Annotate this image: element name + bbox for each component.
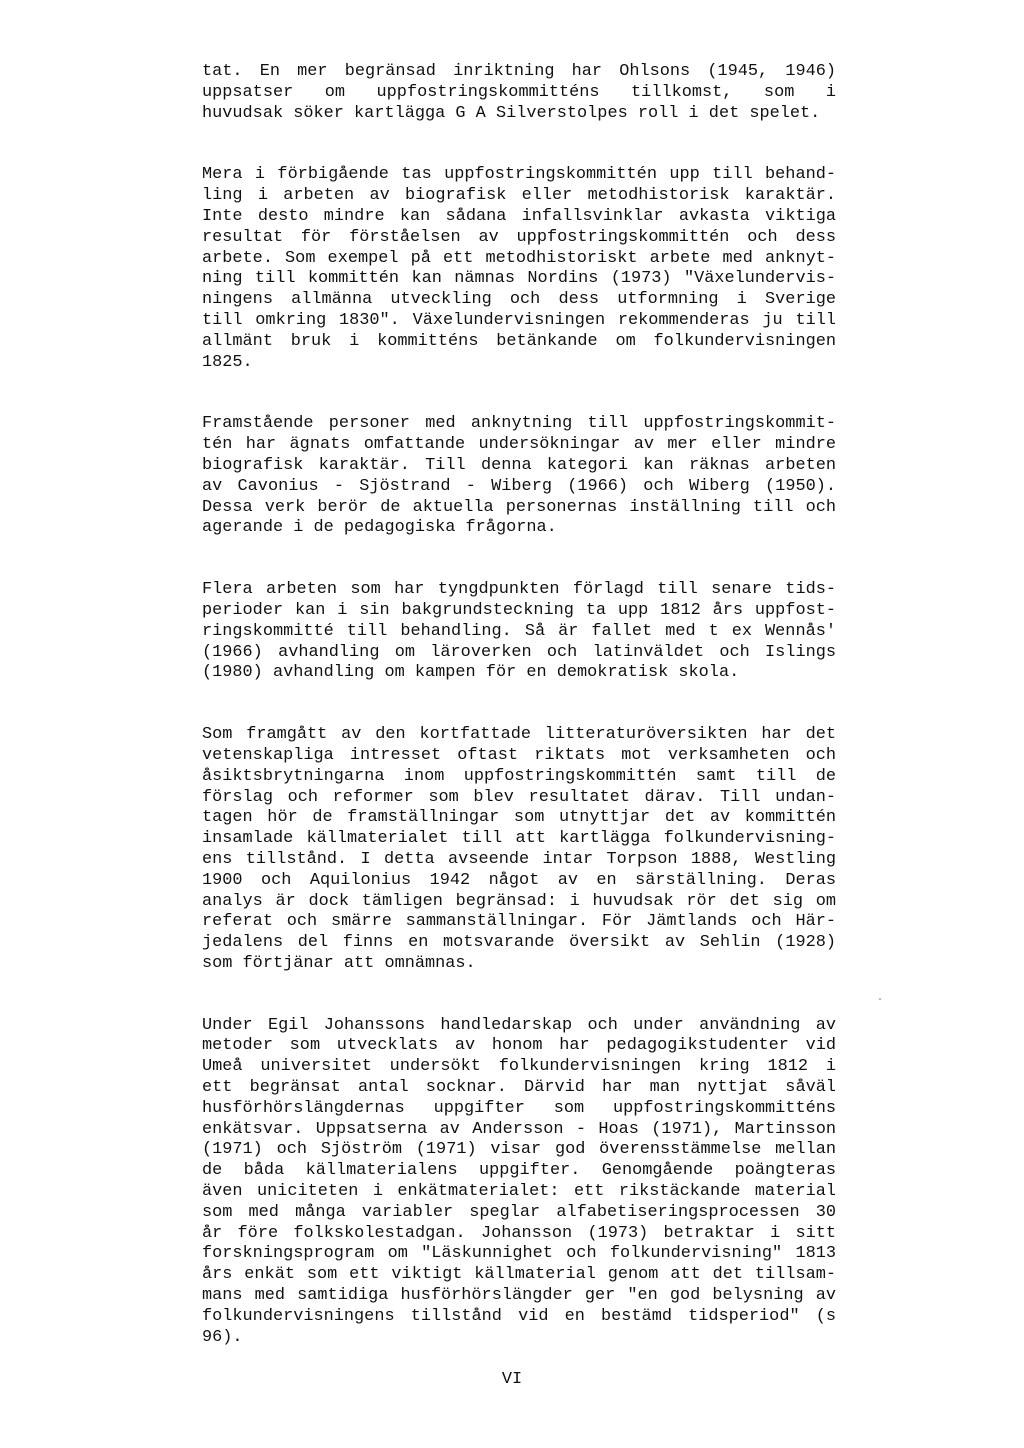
text-line: arbete. Som exempel på ett metodhistoriskt arbete med anknyt-	[202, 248, 836, 268]
paragraph	[202, 580, 836, 684]
text-line: ett begränsat antal socknar. Därvid har man nyttjat såväl	[202, 1078, 836, 1098]
text-line: ling i arbeten av biografisk eller metodhistorisk karaktär.	[202, 186, 836, 206]
text-line: som med många variabler speglar alfabetiseringsprocessen 30	[202, 1202, 836, 1222]
text-line: vetenskapliga intresset oftast riktats mot verksamheten och	[202, 745, 836, 765]
text-line: Inte desto mindre kan sådana infallsvinklar avkasta viktiga	[202, 206, 836, 226]
page-number: VI	[501, 1370, 523, 1389]
paragraph	[202, 165, 836, 373]
text-line: allmänt bruk i kommitténs betänkande om folkundervisningen	[202, 331, 836, 351]
text-line: analys är dock tämligen begränsad: i huvudsak rör det sig om	[202, 891, 836, 911]
text-line: uppsatser om uppfostringskommitténs tillkomst, som i	[202, 82, 836, 102]
text-line: tén har ägnats omfattande undersökningar av mer eller mindre	[202, 435, 836, 455]
text-line: enkätsvar. Uppsatserna av Andersson - Hoas (1971), Martinsson	[202, 1119, 836, 1139]
text-line: tagen hör de framställningar som utnyttjar det av kommittén	[202, 808, 836, 828]
text-line: metoder som utvecklats av honom har pedagogikstudenter vid	[202, 1036, 836, 1056]
text-line: (1980) avhandling om kampen för en demokratisk skola.	[202, 663, 740, 683]
text-line: mans med samtidiga husförhörslängder ger "en god belysning av	[202, 1286, 836, 1306]
text-line: biografisk karaktär. Till denna kategori kan räknas arbeten	[202, 455, 836, 475]
text-line: 96).	[202, 1327, 243, 1347]
text-line: ringskommitté till behandling. Så är fallet med t ex Wennås'	[202, 621, 836, 641]
text-line: de båda källmaterialens uppgifter. Genomgående poängteras	[202, 1161, 836, 1181]
text-line: Mera i förbigående tas uppfostringskommittén upp till behand-	[202, 165, 836, 185]
text-line: husförhörslängdernas uppgifter som uppfostringskommitténs	[202, 1098, 836, 1118]
text-line: folkundervisningens tillstånd vid en bestämd tidsperiod" (s	[202, 1306, 836, 1326]
text-line: resultat för förståelsen av uppfostringskommittén och dess	[202, 227, 836, 247]
text-line: jedalens del finns en motsvarande översikt av Sehlin (1928)	[202, 933, 836, 953]
text-line: Dessa verk berör de aktuella personernas inställning till och	[202, 497, 836, 517]
text-line: år före folkskolestadgan. Johansson (1973) betraktar i sitt	[202, 1223, 836, 1243]
text-line: även uniciteten i enkätmaterialet: ett rikstäckande material	[202, 1182, 836, 1202]
text-line: (1966) avhandling om läroverken och latinväldet och Islings	[202, 642, 836, 662]
text-line: åsiktsbrytningarna inom uppfostringskommittén samt till de	[202, 766, 836, 786]
text-line: Framstående personer med anknytning till uppfostringskommit-	[202, 414, 836, 434]
text-line: tat. En mer begränsad inriktning har Ohlsons (1945, 1946)	[202, 62, 836, 81]
document-page	[202, 62, 836, 1389]
paragraph	[202, 725, 836, 975]
paragraph	[202, 1016, 836, 1349]
text-line: (1971) och Sjöström (1971) visar god överensstämmelse mellan	[202, 1140, 836, 1160]
paragraph	[202, 62, 836, 124]
text-line: agerande i de pedagogiska frågorna.	[202, 518, 557, 538]
text-line: års enkät som ett viktigt källmaterial genom att det tillsam-	[202, 1265, 836, 1285]
text-line: Som framgått av den kortfattade litteraturöversikten har det	[202, 725, 836, 745]
text-line: 1825.	[202, 352, 253, 372]
text-line: huvudsak söker kartlägga G A Silverstolpes roll i det spelet.	[202, 103, 821, 123]
text-line: 1900 och Aquilonius 1942 något av en särställning. Deras	[202, 870, 836, 890]
text-line: perioder kan i sin bakgrundsteckning ta upp 1812 års uppfost-	[202, 600, 836, 620]
text-line: forskningsprogram om "Läskunnighet och folkundervisning" 1813	[202, 1244, 836, 1264]
text-line: insamlade källmaterialet till att kartlägga folkundervisning-	[202, 829, 836, 849]
text-line: som förtjänar att omnämnas.	[202, 953, 476, 973]
text-line: ens tillstånd. I detta avseende intar Torpson 1888, Westling	[202, 849, 836, 869]
text-line: av Cavonius - Sjöstrand - Wiberg (1966) och Wiberg (1950).	[202, 476, 836, 496]
text-line: förslag och reformer som blev resultatet därav. Till undan-	[202, 787, 836, 807]
text-line: ning till kommittén kan nämnas Nordins (1973) "Växelundervis-	[202, 269, 836, 289]
scan-speck	[879, 998, 881, 1000]
paragraph	[202, 414, 836, 539]
text-line: ningens allmänna utveckling och dess utformning i Sverige	[202, 290, 836, 310]
text-line: referat och smärre sammanställningar. För Jämtlands och Här-	[202, 912, 836, 932]
text-line: Umeå universitet undersökt folkundervisningen kring 1812 i	[202, 1057, 836, 1077]
text-line: Under Egil Johanssons handledarskap och under användning av	[202, 1015, 836, 1035]
text-line: Flera arbeten som har tyngdpunkten förlagd till senare tids-	[202, 580, 836, 600]
text-line: till omkring 1830". Växelundervisningen rekommenderas ju till	[202, 310, 836, 330]
